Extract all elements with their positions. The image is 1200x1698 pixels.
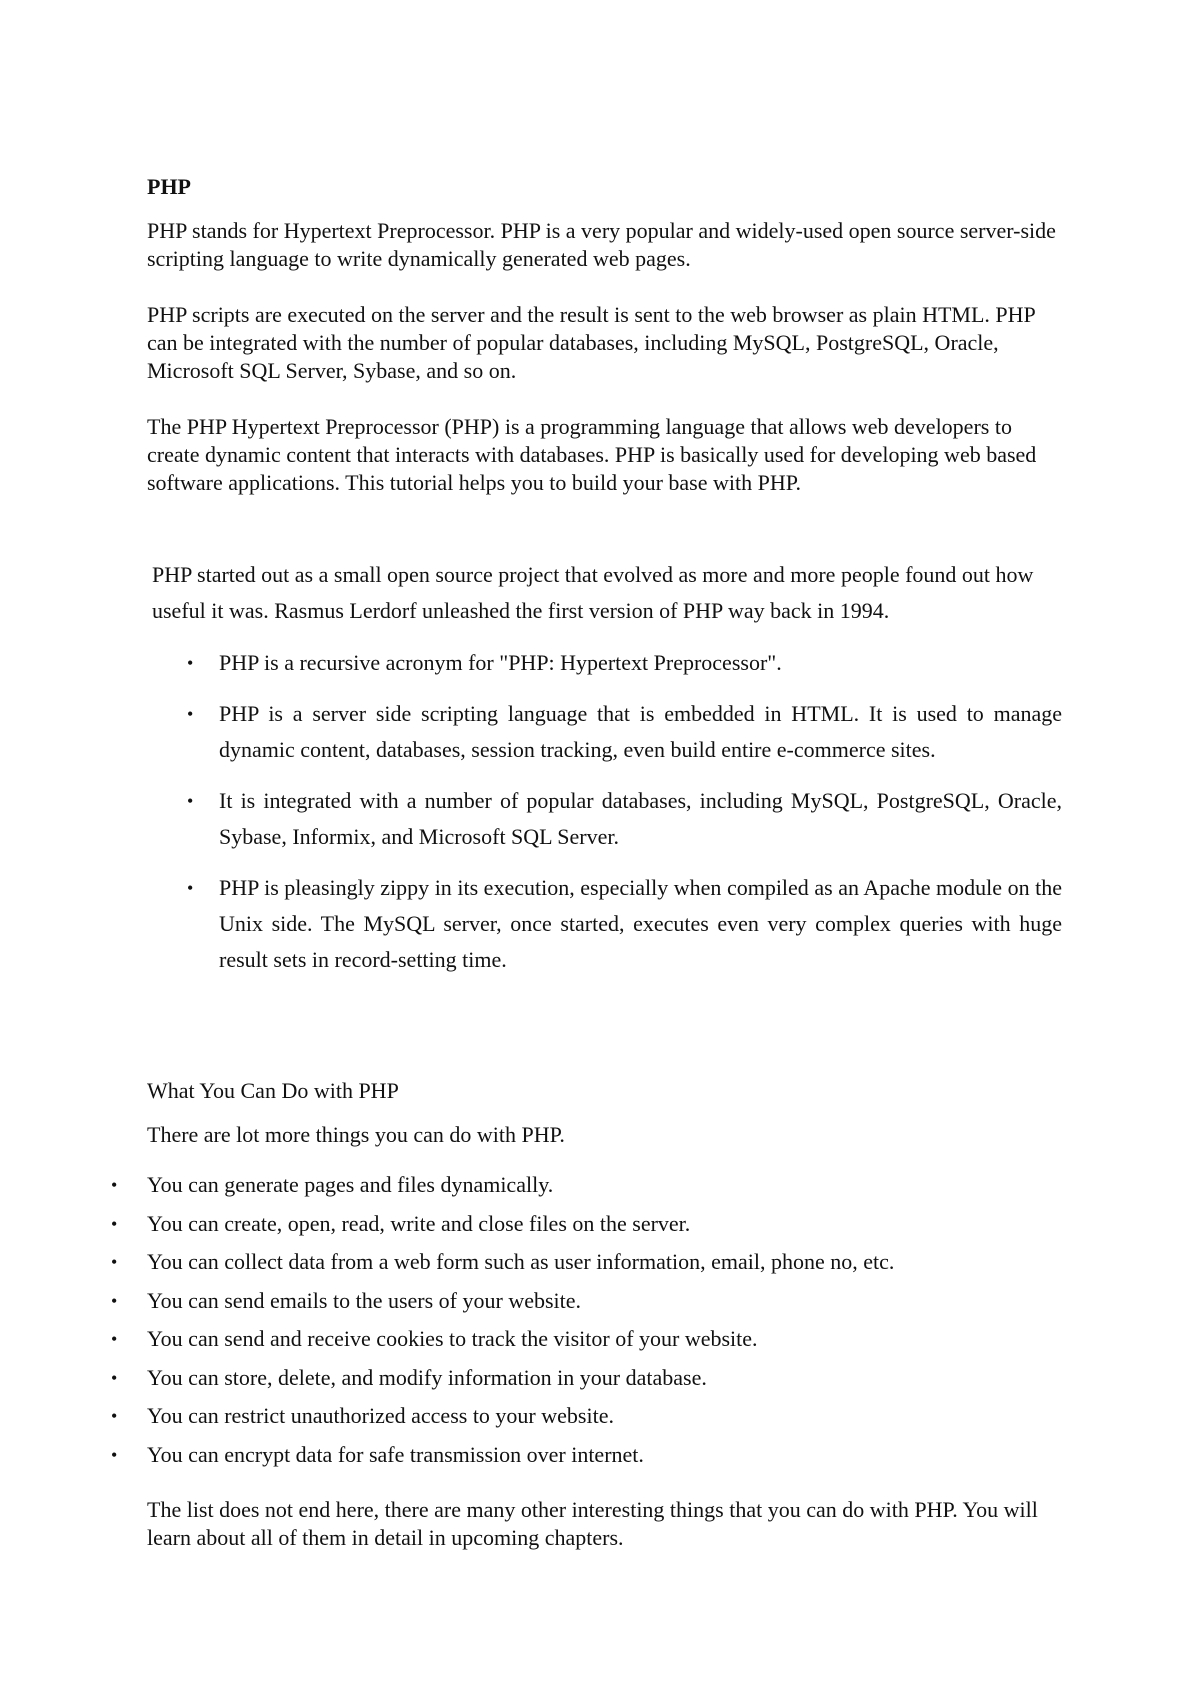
bullet-icon: • xyxy=(187,653,194,673)
capability-text: You can send and receive cookies to track the visitor of your website. xyxy=(147,1326,758,1351)
list-item xyxy=(185,870,1062,978)
bullet-icon: • xyxy=(111,1213,118,1234)
page-title: PHP xyxy=(147,174,191,199)
history-paragraph: PHP started out as a small open source project that evolved as more and more people found out how useful it was. Rasmus Lerdorf unleashed the first version of PHP way back in 1994. xyxy=(152,562,1034,623)
feature-text: PHP is pleasingly zippy in its execution, especially when compiled as an Apache module on the Unix side. The MySQL server, once started, executes even very complex queries with huge result sets in record-setting time. xyxy=(219,875,1062,972)
section-intro: There are lot more things you can do with PHP. xyxy=(147,1122,565,1147)
capability-text: You can restrict unauthorized access to your website. xyxy=(147,1403,614,1428)
intro-paragraph-2: PHP scripts are executed on the server and the result is sent to the web browser as plain HTML. PHP can be integrated with the number of popular databases, including MySQL, PostgreSQL, Oracle, Microsoft SQL Server, Sybase, and so on. xyxy=(147,302,1035,383)
section-heading: What You Can Do with PHP xyxy=(147,1078,399,1103)
list-item xyxy=(108,1359,1058,1398)
closing-paragraph: The list does not end here, there are many other interesting things that you can do with PHP. You will learn about all of them in detail in upcoming chapters. xyxy=(147,1497,1038,1550)
list-item xyxy=(108,1243,1058,1282)
list-item xyxy=(185,783,1062,855)
bullet-icon: • xyxy=(111,1406,118,1426)
bullet-icon: • xyxy=(187,878,194,898)
bullet-icon: • xyxy=(111,1175,118,1195)
feature-text: It is integrated with a number of popular databases, including MySQL, PostgreSQL, Oracle, Sybase, Informix, and Microsoft SQL Server. xyxy=(219,788,1062,849)
bullet-icon: • xyxy=(187,704,194,724)
list-item xyxy=(108,1436,1058,1475)
list-item xyxy=(108,1397,1058,1436)
list-item xyxy=(185,645,1062,681)
intro-paragraph-3: The PHP Hypertext Preprocessor (PHP) is a programming language that allows web developers to create dynamic content that interacts with databases. PHP is basically used for developing web based software applications. This tutorial helps you to build your base with PHP. xyxy=(147,414,1037,495)
bullet-icon: • xyxy=(111,1367,118,1388)
list-item xyxy=(108,1282,1058,1321)
list-item xyxy=(185,696,1062,768)
bullet-icon: • xyxy=(111,1444,118,1465)
bullet-icon: • xyxy=(187,791,194,811)
list-item xyxy=(108,1320,1058,1359)
list-item xyxy=(108,1166,1058,1205)
feature-text: PHP is a recursive acronym for "PHP: Hypertext Preprocessor". xyxy=(219,650,782,675)
capability-text: You can collect data from a web form such as user information, email, phone no, etc. xyxy=(147,1249,895,1274)
feature-text: PHP is a server side scripting language that is embedded in HTML. It is used to manage dynamic content, databases, session tracking, even build entire e-commerce sites. xyxy=(219,701,1062,762)
capability-text: You can generate pages and files dynamically. xyxy=(147,1172,554,1197)
bullet-icon: • xyxy=(111,1329,118,1349)
bullet-icon: • xyxy=(111,1290,118,1311)
capability-text: You can send emails to the users of your website. xyxy=(147,1287,582,1313)
capability-list xyxy=(108,1166,1058,1474)
feature-list xyxy=(185,645,1062,993)
list-item xyxy=(108,1205,1058,1244)
capability-text: You can create, open, read, write and close files on the server. xyxy=(147,1210,691,1236)
bullet-icon: • xyxy=(111,1252,118,1272)
capability-text: You can encrypt data for safe transmission over internet. xyxy=(147,1441,644,1467)
capability-text: You can store, delete, and modify information in your database. xyxy=(147,1364,707,1390)
intro-paragraph-1: PHP stands for Hypertext Preprocessor. PHP is a very popular and widely-used open source server-side scripting language to write dynamically generated web pages. xyxy=(147,218,1056,271)
